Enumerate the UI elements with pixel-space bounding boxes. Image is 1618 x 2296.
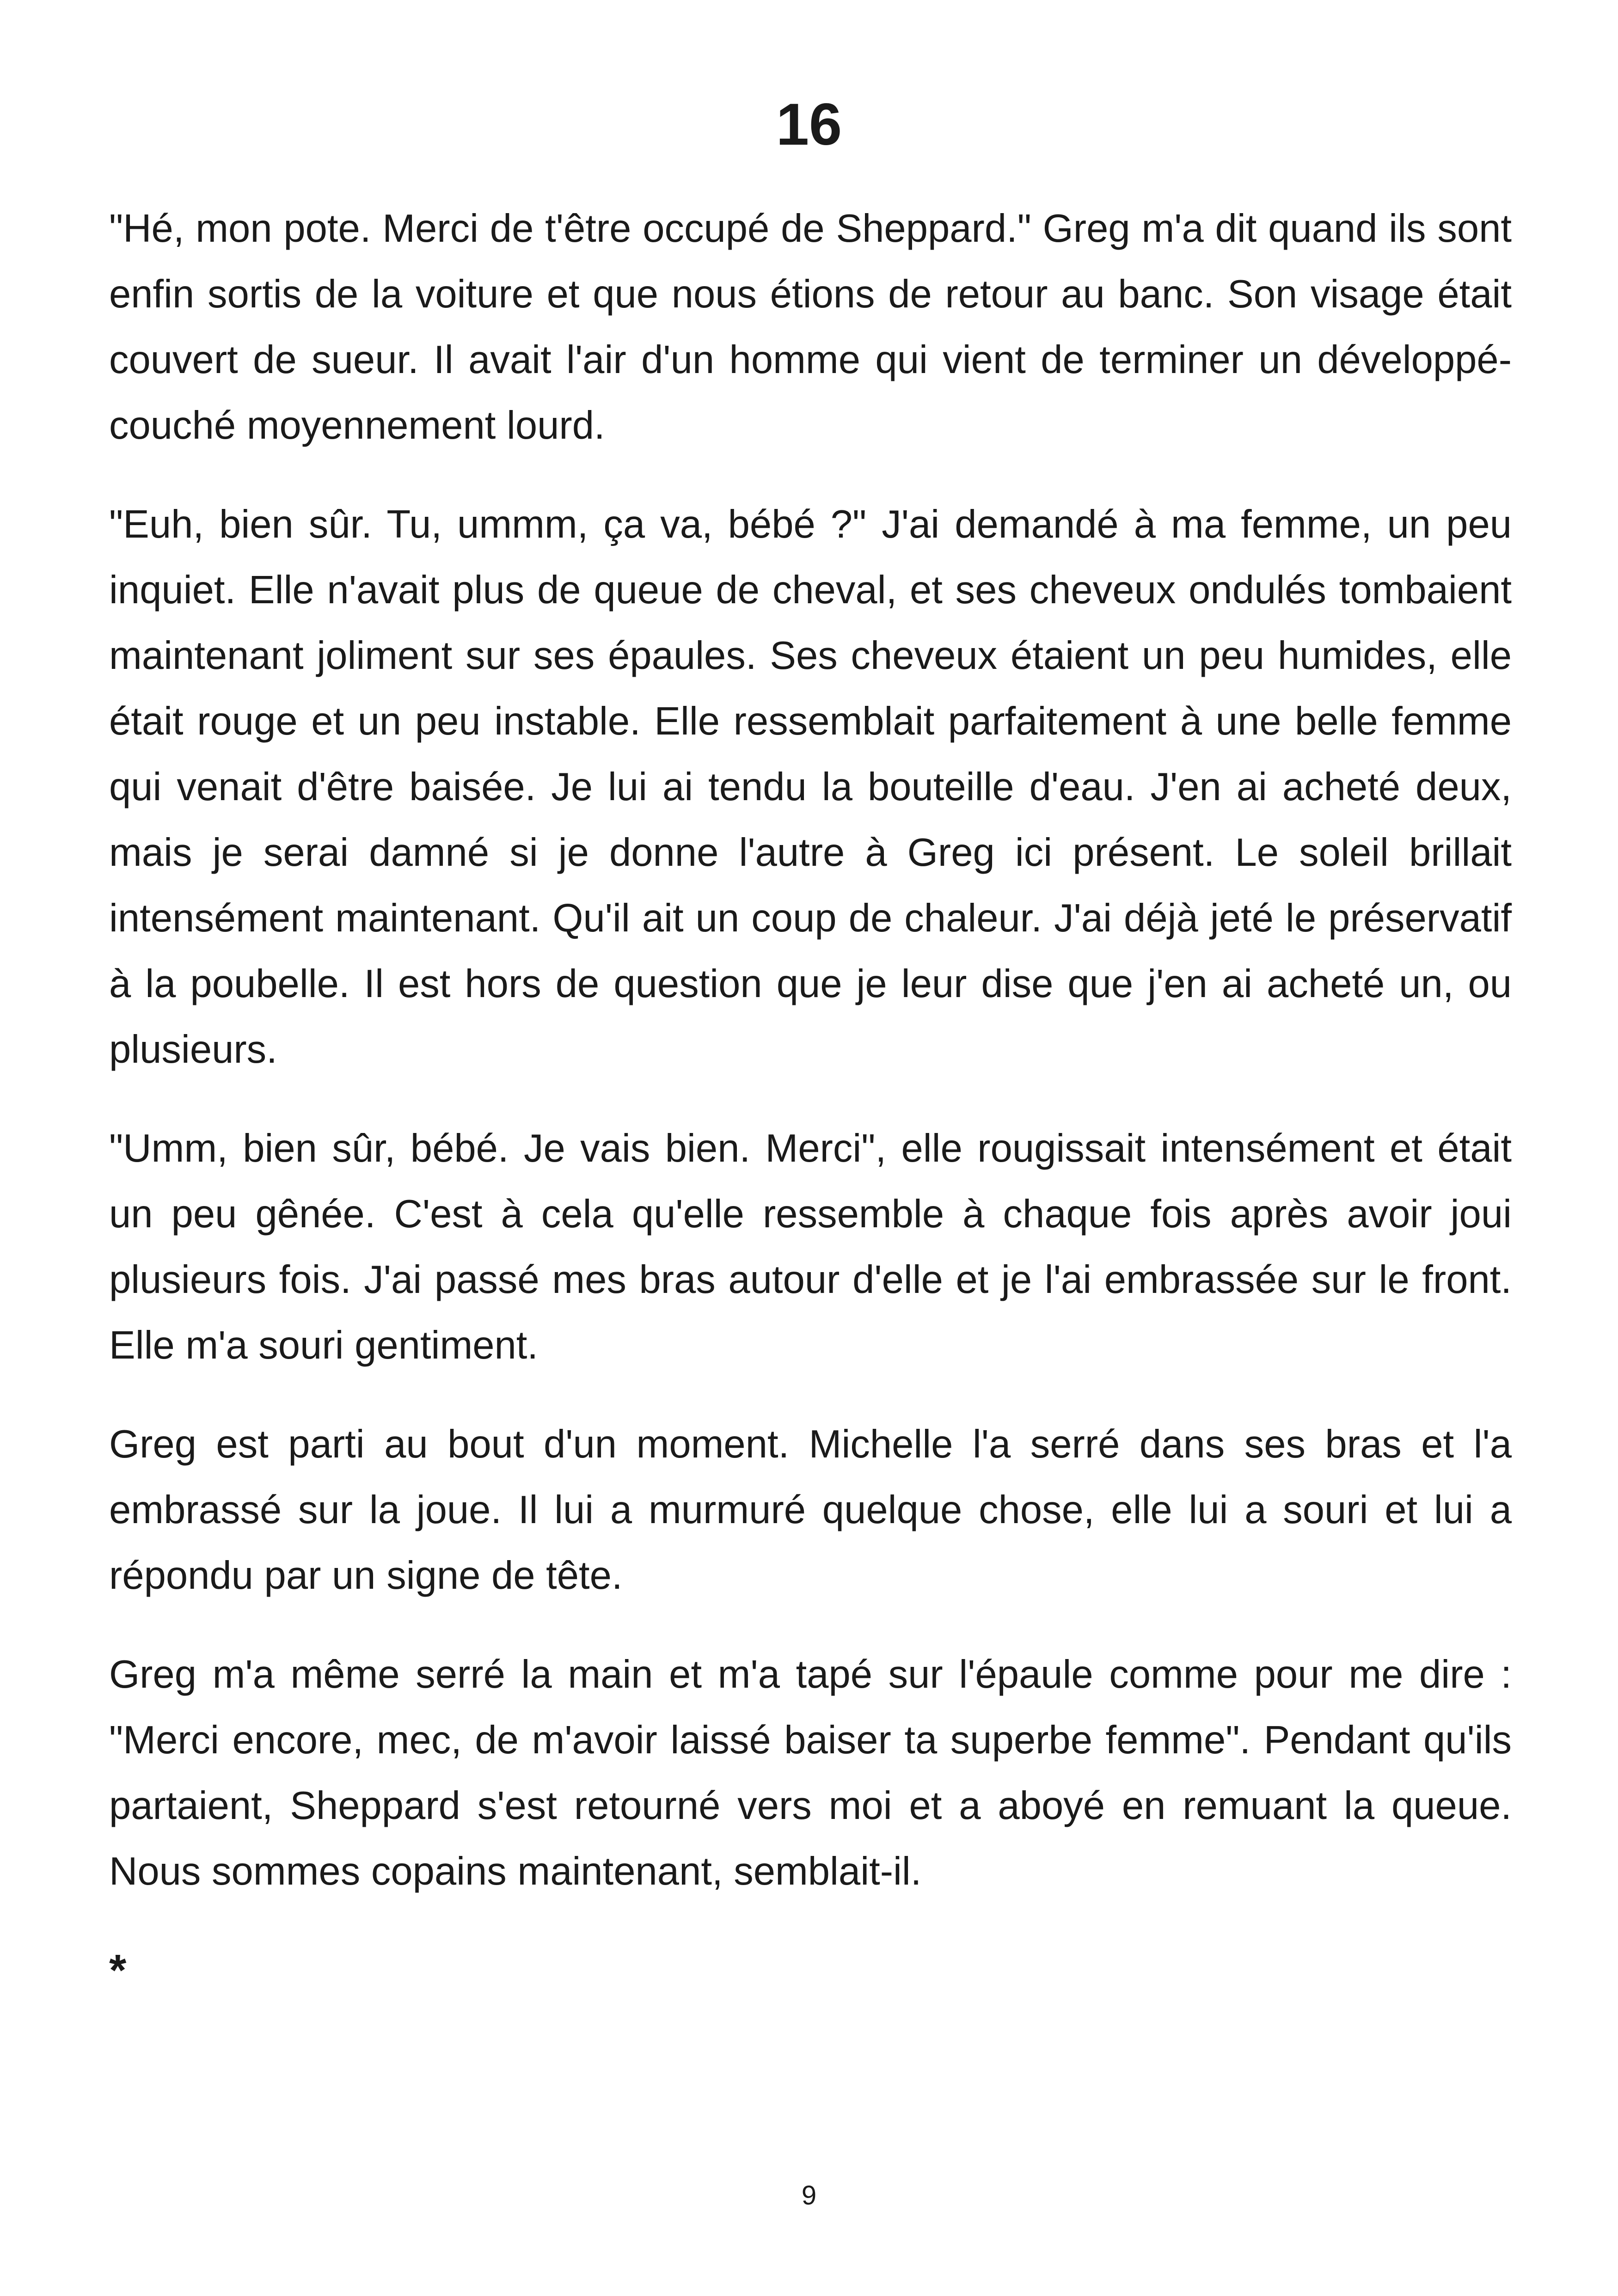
paragraph-5: Greg m'a même serré la main et m'a tapé sur l'épaule comme pour me dire : "Merci encore, mec, de m'avoir laissé baiser ta superbe femme". Pendant qu'ils partaient, Sheppard s'est retourné vers moi et a aboyé en remuant la queue. Nous sommes copains maintenant, semblait-il.	[109, 1653, 1512, 1893]
body-text	[109, 196, 1512, 2003]
paragraph-2: "Euh, bien sûr. Tu, ummm, ça va, bébé ?" J'ai demandé à ma femme, un peu inquiet. Elle n'avait plus de queue de cheval, et ses cheveux ondulés tombaient maintenant joliment sur ses épaules. Ses cheveux étaient un peu humides, elle était rouge et un peu instable. Elle ressemblait parfaitement à une belle femme qui venait d'être baisée. Je lui ai tendu la bouteille d'eau. J'en ai acheté deux, mais je serai damné si je donne l'autre à Greg ici présent. Le soleil brillait intensément maintenant. Qu'il ait un coup de chaleur. J'ai déjà jeté le préservatif à la poubelle. Il est hors de question que je leur dise que j'en ai acheté un, ou plusieurs.	[109, 502, 1512, 1071]
chapter-number: 16	[776, 92, 842, 158]
paragraph-4: Greg est parti au bout d'un moment. Michelle l'a serré dans ses bras et l'a embrassé sur la joue. Il lui a murmuré quelque chose, elle lui a souri et lui a répondu par un signe de tête.	[109, 1422, 1512, 1598]
paragraph-3: "Umm, bien sûr, bébé. Je vais bien. Merci", elle rougissait intensément et était un peu gênée. C'est à cela qu'elle ressemble à chaque fois après avoir joui plusieurs fois. J'ai passé mes bras autour d'elle et je l'ai embrassée sur le front. Elle m'a souri gentiment.	[109, 1127, 1512, 1367]
paragraph-1: "Hé, mon pote. Merci de t'être occupé de Sheppard." Greg m'a dit quand ils sont enfin sortis de la voiture et que nous étions de retour au banc. Son visage était couvert de sueur. Il avait l'air d'un homme qui vient de terminer un développé-couché moyennement lourd.	[109, 207, 1512, 447]
page-number: 9	[801, 2180, 817, 2210]
section-separator: *	[109, 1946, 127, 1995]
